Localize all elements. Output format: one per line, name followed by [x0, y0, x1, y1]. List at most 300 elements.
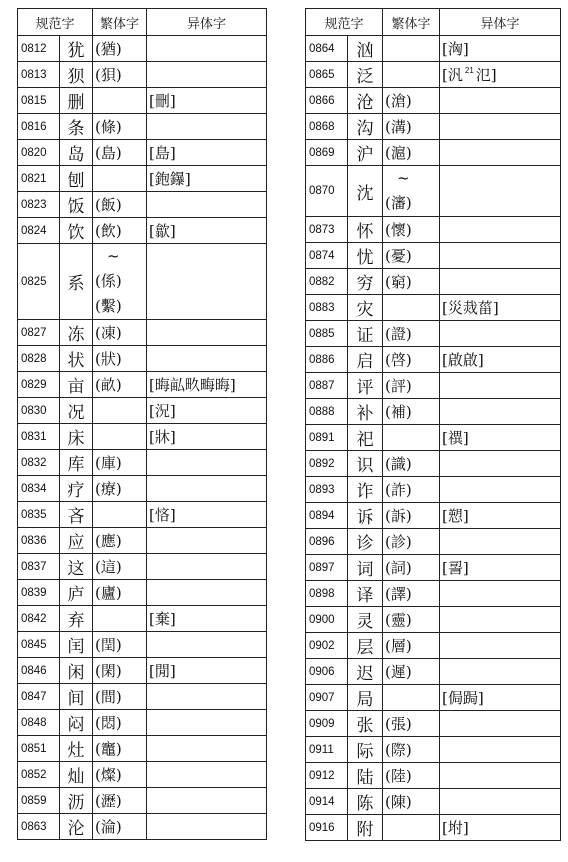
traditional-character: [93, 710, 147, 736]
table-row: [18, 502, 267, 528]
variant-character: [147, 62, 267, 88]
standard-character: 犹: [60, 36, 93, 62]
variant-character: [440, 295, 561, 321]
table-row: [18, 244, 267, 320]
table-row: [306, 555, 561, 581]
traditional-character: [383, 217, 440, 243]
entry-number: 0845: [18, 632, 60, 658]
table-row: [18, 580, 267, 606]
traditional-form: (燦): [95, 766, 122, 784]
variant-character: [440, 815, 561, 841]
traditional-character: [383, 140, 440, 166]
variant-character: [440, 217, 561, 243]
traditional-character: [93, 166, 147, 192]
variant-character: [147, 192, 267, 218]
table-row: [306, 88, 561, 114]
traditional-character: [383, 555, 440, 581]
entry-number: 0848: [18, 710, 60, 736]
traditional-form: (這): [95, 558, 122, 576]
standard-character: 吝: [60, 502, 93, 528]
traditional-character: [93, 114, 147, 140]
traditional-form: (證): [385, 325, 412, 343]
variant-character: [147, 140, 267, 166]
traditional-form: (診): [385, 533, 412, 551]
entry-number: 0864: [306, 36, 348, 62]
variant-character: [440, 711, 561, 737]
standard-character: 汹: [348, 36, 383, 62]
character-table-left: [17, 8, 267, 840]
traditional-form: (悶): [95, 714, 122, 732]
variant-form: [島]: [149, 144, 176, 162]
standard-character: 闷: [60, 710, 93, 736]
traditional-form: (飯): [95, 196, 122, 214]
traditional-character: [383, 607, 440, 633]
variant-character: [440, 62, 561, 88]
standard-character: 祀: [348, 425, 383, 451]
traditional-character: [93, 606, 147, 632]
entry-number: 0887: [306, 373, 348, 399]
traditional-form: (應): [95, 532, 122, 550]
traditional-form: (凍): [95, 324, 122, 342]
entry-number: 0823: [18, 192, 60, 218]
traditional-form: (詐): [385, 481, 412, 499]
entry-number: 0902: [306, 633, 348, 659]
table-row: [306, 737, 561, 763]
standard-character: 沦: [60, 814, 93, 840]
standard-character: 陆: [348, 763, 383, 789]
table-row: [306, 166, 561, 217]
standard-character: 沈: [348, 166, 383, 217]
entry-number: 0831: [18, 424, 60, 450]
variant-character: [440, 425, 561, 451]
variant-form-tail: 氾]: [475, 66, 497, 84]
traditional-form: (陸): [385, 767, 412, 785]
table-row: [18, 36, 267, 62]
traditional-form: (畝): [95, 376, 122, 394]
entry-number: 0847: [18, 684, 60, 710]
traditional-character: [383, 659, 440, 685]
variant-character: [440, 243, 561, 269]
traditional-character: [383, 295, 440, 321]
entry-number: 0829: [18, 372, 60, 398]
traditional-form: (閏): [95, 636, 122, 654]
variant-form: [災烖菑]: [442, 299, 499, 317]
traditional-character: [383, 763, 440, 789]
traditional-form: (淪): [95, 818, 122, 836]
traditional-form: (閑): [95, 662, 122, 680]
traditional-form: (狀): [95, 350, 122, 368]
traditional-character: [383, 789, 440, 815]
entry-number: 0828: [18, 346, 60, 372]
traditional-form: (廬): [95, 584, 122, 602]
traditional-character: [93, 140, 147, 166]
traditional-character: [93, 450, 147, 476]
table-row: [306, 477, 561, 503]
entry-number: 0909: [306, 711, 348, 737]
traditional-form: (繫): [95, 297, 122, 315]
header-traditional: 繁体字: [383, 9, 440, 36]
header-standard: 规范字: [18, 9, 93, 36]
table-header-row: [306, 9, 561, 36]
variant-character: [440, 763, 561, 789]
entry-number: 0894: [306, 503, 348, 529]
table-row: [18, 166, 267, 192]
table-row: [306, 763, 561, 789]
table-header-row: [18, 9, 267, 36]
table-row: [18, 424, 267, 450]
entry-number: 0892: [306, 451, 348, 477]
traditional-character: [93, 632, 147, 658]
traditional-form: (溝): [385, 118, 412, 136]
table-row: [306, 114, 561, 140]
table-row: [306, 451, 561, 477]
entry-number: 0885: [306, 321, 348, 347]
traditional-form: (狽): [95, 66, 122, 84]
entry-number: 0906: [306, 659, 348, 685]
traditional-character: [383, 347, 440, 373]
traditional-character: [383, 321, 440, 347]
table-row: [306, 140, 561, 166]
entry-number: 0832: [18, 450, 60, 476]
traditional-character: [93, 218, 147, 244]
entry-number: 0898: [306, 581, 348, 607]
entry-number: 0836: [18, 528, 60, 554]
table-row: [306, 581, 561, 607]
standard-character: 床: [60, 424, 93, 450]
entry-number: 0900: [306, 607, 348, 633]
standard-character: 证: [348, 321, 383, 347]
traditional-form: (竈): [95, 740, 122, 758]
variant-character: [147, 450, 267, 476]
traditional-character: [383, 62, 440, 88]
standard-character: 启: [348, 347, 383, 373]
traditional-character: [383, 477, 440, 503]
variant-form: [歙]: [149, 222, 176, 240]
variant-form: [況]: [149, 402, 176, 420]
standard-character: 闰: [60, 632, 93, 658]
variant-character: [440, 581, 561, 607]
traditional-form: (間): [95, 688, 122, 706]
traditional-form: (詞): [385, 559, 412, 577]
variant-character: [440, 529, 561, 555]
entry-number: 0824: [18, 218, 60, 244]
traditional-form: (飲): [95, 222, 122, 240]
table-row: [306, 425, 561, 451]
traditional-character: [93, 658, 147, 684]
standard-character: 这: [60, 554, 93, 580]
traditional-character: [93, 476, 147, 502]
traditional-character: [383, 503, 440, 529]
table-row: [306, 62, 561, 88]
standard-character: 饮: [60, 218, 93, 244]
variant-form: [洶]: [442, 40, 469, 58]
table-row: [18, 476, 267, 502]
table-row: [18, 554, 267, 580]
traditional-character: [93, 398, 147, 424]
standard-character: 状: [60, 346, 93, 372]
variant-character: [147, 88, 267, 114]
variant-character: [440, 114, 561, 140]
traditional-form: (憂): [385, 247, 412, 265]
standard-character: 诈: [348, 477, 383, 503]
traditional-form: (訴): [385, 507, 412, 525]
standard-character: 系: [60, 244, 93, 320]
traditional-form: (層): [385, 637, 412, 655]
traditional-character: [383, 269, 440, 295]
variant-form: [啟啟]: [442, 351, 484, 369]
entry-number: 0873: [306, 217, 348, 243]
table-row: [306, 789, 561, 815]
standard-character: 庐: [60, 580, 93, 606]
traditional-form: (評): [385, 377, 412, 395]
table-row: [306, 659, 561, 685]
table-row: [18, 788, 267, 814]
traditional-character: [93, 762, 147, 788]
standard-character: 层: [348, 633, 383, 659]
entry-number: 0914: [306, 789, 348, 815]
entry-number: 0886: [306, 347, 348, 373]
variant-character: [440, 347, 561, 373]
entry-number: 0825: [18, 244, 60, 320]
variant-character: [440, 36, 561, 62]
entry-number: 0874: [306, 243, 348, 269]
entry-number: 0916: [306, 815, 348, 841]
table-row: [18, 658, 267, 684]
table-row: [306, 295, 561, 321]
variant-form: [悋]: [149, 506, 176, 524]
variant-character: [147, 320, 267, 346]
table-row: [306, 815, 561, 841]
header-traditional: 繁体字: [93, 9, 147, 36]
variant-form: [鉋鑤]: [149, 170, 191, 188]
variant-form: [愬]: [442, 507, 469, 525]
entry-number: 0835: [18, 502, 60, 528]
table-row: [18, 528, 267, 554]
traditional-form: (條): [95, 118, 122, 136]
entry-number: 0851: [18, 736, 60, 762]
variant-character: [440, 321, 561, 347]
variant-character: [147, 814, 267, 840]
variant-character: [147, 788, 267, 814]
standard-character: 沧: [348, 88, 383, 114]
entry-number: 0865: [306, 62, 348, 88]
standard-character: 识: [348, 451, 383, 477]
variant-character: [147, 166, 267, 192]
table-row: [18, 632, 267, 658]
traditional-character: [383, 711, 440, 737]
variant-character: [147, 398, 267, 424]
traditional-character: [93, 372, 147, 398]
traditional-character: [93, 36, 147, 62]
entry-number: 0883: [306, 295, 348, 321]
standard-character: 际: [348, 737, 383, 763]
entry-number: 0882: [306, 269, 348, 295]
variant-character: [147, 554, 267, 580]
tilde-mark: ~: [397, 169, 410, 187]
entry-number: 0834: [18, 476, 60, 502]
table-row: [18, 62, 267, 88]
traditional-character: [93, 320, 147, 346]
variant-character: [147, 528, 267, 554]
footnote-marker: 21: [464, 66, 474, 75]
traditional-character: [93, 684, 147, 710]
variant-form: [閒]: [149, 662, 176, 680]
entry-number: 0896: [306, 529, 348, 555]
traditional-form: (瀋): [385, 194, 412, 212]
variant-character: [147, 372, 267, 398]
table-row: [306, 529, 561, 555]
table-row: [18, 320, 267, 346]
table-row: [18, 814, 267, 840]
traditional-form: (張): [385, 715, 412, 733]
traditional-form: (瀝): [95, 792, 122, 810]
traditional-character: [383, 685, 440, 711]
traditional-form: (補): [385, 403, 412, 421]
table-row: [306, 269, 561, 295]
variant-character: [147, 218, 267, 244]
entry-number: 0816: [18, 114, 60, 140]
traditional-form: (懷): [385, 221, 412, 239]
entry-number: 0839: [18, 580, 60, 606]
character-table-right: [305, 8, 561, 841]
standard-character: 局: [348, 685, 383, 711]
variant-form: [晦畆畂畮晦]: [149, 376, 236, 394]
standard-character: 疗: [60, 476, 93, 502]
variant-character: [440, 88, 561, 114]
entry-number: 0863: [18, 814, 60, 840]
traditional-form: (識): [385, 455, 412, 473]
traditional-character: [93, 528, 147, 554]
standard-character: 诊: [348, 529, 383, 555]
variant-form: [侷跼]: [442, 689, 484, 707]
standard-character: 张: [348, 711, 383, 737]
variant-character: [440, 555, 561, 581]
variant-character: [440, 399, 561, 425]
variant-form: [坿]: [442, 819, 469, 837]
standard-character: 条: [60, 114, 93, 140]
standard-character: 狈: [60, 62, 93, 88]
table-row: [18, 192, 267, 218]
entry-number: 0893: [306, 477, 348, 503]
traditional-character: [93, 736, 147, 762]
traditional-form: (譯): [385, 585, 412, 603]
standard-character: 附: [348, 815, 383, 841]
table-row: [306, 711, 561, 737]
variant-character: [147, 424, 267, 450]
entry-number: 0907: [306, 685, 348, 711]
standard-character: 沟: [348, 114, 383, 140]
variant-character: [440, 685, 561, 711]
traditional-form: (遲): [385, 663, 412, 681]
entry-number: 0912: [306, 763, 348, 789]
traditional-form: (靈): [385, 611, 412, 629]
traditional-character: [93, 580, 147, 606]
traditional-character: [383, 633, 440, 659]
table-row: [306, 243, 561, 269]
traditional-character: [93, 502, 147, 528]
entry-number: 0870: [306, 166, 348, 217]
variant-character: [147, 606, 267, 632]
standard-character: 诉: [348, 503, 383, 529]
variant-form: [牀]: [149, 428, 176, 446]
table-row: [18, 450, 267, 476]
variant-character: [440, 659, 561, 685]
standard-character: 穷: [348, 269, 383, 295]
traditional-character: [383, 243, 440, 269]
traditional-character: [383, 529, 440, 555]
table-row: [18, 114, 267, 140]
standard-character: 灾: [348, 295, 383, 321]
entry-number: 0866: [306, 88, 348, 114]
traditional-form: (係): [95, 272, 122, 290]
standard-character: 亩: [60, 372, 93, 398]
traditional-character: [93, 424, 147, 450]
table-row: [18, 140, 267, 166]
variant-character: [440, 503, 561, 529]
standard-character: 陈: [348, 789, 383, 815]
traditional-stack: [385, 166, 439, 216]
header-variant: 异体字: [147, 9, 267, 36]
standard-character: 刨: [60, 166, 93, 192]
traditional-character: [93, 788, 147, 814]
variant-character: [147, 502, 267, 528]
entry-number: 0827: [18, 320, 60, 346]
entry-number: 0815: [18, 88, 60, 114]
traditional-character: [93, 88, 147, 114]
table-row: [306, 399, 561, 425]
traditional-form: (窮): [385, 273, 412, 291]
traditional-character: [93, 192, 147, 218]
traditional-form: (啓): [385, 351, 412, 369]
traditional-character: [383, 36, 440, 62]
table-row: [18, 88, 267, 114]
standard-character: 冻: [60, 320, 93, 346]
variant-character: [147, 736, 267, 762]
traditional-form: (療): [95, 480, 122, 498]
traditional-character: [383, 425, 440, 451]
variant-character: [440, 789, 561, 815]
table-row: [18, 710, 267, 736]
traditional-character: [383, 737, 440, 763]
traditional-stack: [95, 244, 146, 319]
traditional-character: [383, 166, 440, 217]
variant-form: [禩]: [442, 429, 469, 447]
standard-character: 况: [60, 398, 93, 424]
traditional-form: (滬): [385, 144, 412, 162]
variant-character: [147, 580, 267, 606]
table-row: [306, 607, 561, 633]
variant-character: [440, 140, 561, 166]
standard-character: 库: [60, 450, 93, 476]
entry-number: 0837: [18, 554, 60, 580]
entry-number: 0830: [18, 398, 60, 424]
table-row: [306, 633, 561, 659]
standard-character: 间: [60, 684, 93, 710]
variant-form: [䛐]: [442, 559, 469, 577]
variant-character: [147, 710, 267, 736]
table-row: [18, 606, 267, 632]
standard-character: 饭: [60, 192, 93, 218]
traditional-form: (島): [95, 144, 122, 162]
variant-character: [440, 737, 561, 763]
traditional-character: [383, 114, 440, 140]
traditional-character: [383, 373, 440, 399]
table-row: [306, 685, 561, 711]
standard-character: 评: [348, 373, 383, 399]
traditional-form: (猶): [95, 40, 122, 58]
standard-character: 怀: [348, 217, 383, 243]
variant-character: [147, 684, 267, 710]
